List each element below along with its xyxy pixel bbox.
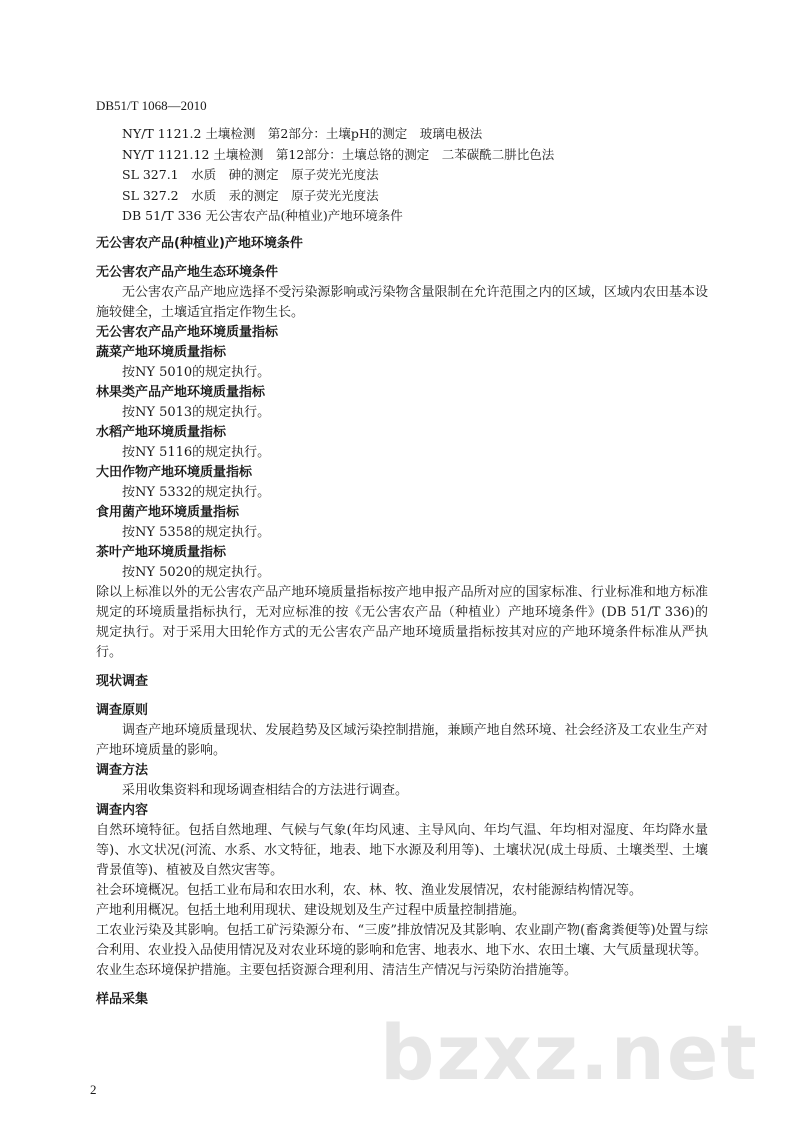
content-item: 农业生态环境保护措施。主要包括资源合理利用、清洁生产情况与污染防治措施等。 [96,963,578,978]
reference-item: NY/T 1121.12 土壤检测 第12部分：土壤总铬的测定 二苯碳酰二肼比色法 [122,146,555,162]
subheading-method: 调查方法 [96,763,149,778]
section-heading-sampling: 样品采集 [96,992,149,1007]
content-item: 自然环境特征。包括自然地理、气候与气象(年均风速、主导风向、年均气温、年均相对湿度、年均降水量等)、水文状况(河流、水系、水文特征，地表、地下水源及利用等)、土壤状况(成土母质、土壤类型、土壤背景值等)、植被及自然灾害等。 [96,823,708,878]
reference-item: NY/T 1121.2 土壤检测 第2部分：土壤pH的测定 玻璃电极法 [122,126,483,141]
item-text: 按NY 5332的规定执行。 [122,485,271,500]
paragraph-other-standards: 除以上标准以外的无公害农产品产地环境质量指标按产地申报产品所对应的国家标准、行业标准和地方标准规定的环境质量指标执行，无对应标准的按《无公害农产品（种植业）产地环境条件》(DB 51/T 336)的规定执行。对于采用大田轮作方式的无公害农产品产地环境质量指标按其对应的产地环境条件标准从严执行。 [96,585,708,660]
standard-code-header: DB51/T 1068—2010 [96,98,207,113]
item-heading: 大田作物产地环境质量指标 [96,465,253,480]
subheading-principle: 调查原则 [96,703,149,718]
subheading-quality: 无公害农产品产地环境质量指标 [96,325,279,340]
item-text: 按NY 5116的规定执行。 [122,445,271,460]
item-heading: 食用菌产地环境质量指标 [96,505,240,520]
content-item: 工农业污染及其影响。包括工矿污染源分布、“三废”排放情况及其影响、农业副产物(畜禽粪便等)处置与综合利用、农业投入品使用情况及对农业环境的影响和危害、地表水、地下水、农田土壤、大气质量现状等。 [96,923,708,958]
section-heading-survey: 现状调查 [96,674,149,689]
item-text: 按NY 5013的规定执行。 [122,405,271,420]
paragraph-eco: 无公害农产品产地应选择不受污染源影响或污染物含量限制在允许范围之内的区域，区域内农田基本设施较健全，土壤适宜指定作物生长。 [96,285,708,320]
content-item: 产地利用概况。包括土地利用现状、建设规划及生产过程中质量控制措施。 [96,903,526,918]
reference-item: SL 327.2 水质 汞的测定 原子荧光光度法 [122,187,379,203]
item-heading: 林果类产品产地环境质量指标 [96,385,266,400]
item-text: 按NY 5020的规定执行。 [122,565,271,580]
main-content [96,234,708,1010]
item-text: 按NY 5010的规定执行。 [122,365,271,380]
item-heading: 蔬菜产地环境质量指标 [96,345,227,360]
content-item: 社会环境概况。包括工业布局和农田水利，农、林、牧、渔业发展情况，农村能源结构情况等。 [96,883,643,898]
reference-list [122,124,554,227]
item-heading: 茶叶产地环境质量指标 [96,545,227,560]
paragraph-principle: 调查产地环境质量现状、发展趋势及区域污染控制措施，兼顾产地自然环境、社会经济及工农业生产对产地环境质量的影响。 [96,723,708,758]
page-number: 2 [90,1082,97,1097]
paragraph-method: 采用收集资料和现场调查相结合的方法进行调查。 [122,783,409,798]
item-heading: 水稻产地环境质量指标 [96,425,227,440]
subheading-content: 调查内容 [96,803,149,818]
subheading-eco: 无公害农产品产地生态环境条件 [96,265,279,280]
reference-item: DB 51/T 336 无公害农产品(种植业)产地环境条件 [122,208,403,223]
item-text: 按NY 5358的规定执行。 [122,525,271,540]
reference-item: SL 327.1 水质 砷的测定 原子荧光光度法 [122,167,379,182]
section-heading-env: 无公害农产品(种植业)产地环境条件 [96,236,303,251]
watermark: bzxz.net [380,1008,759,1097]
